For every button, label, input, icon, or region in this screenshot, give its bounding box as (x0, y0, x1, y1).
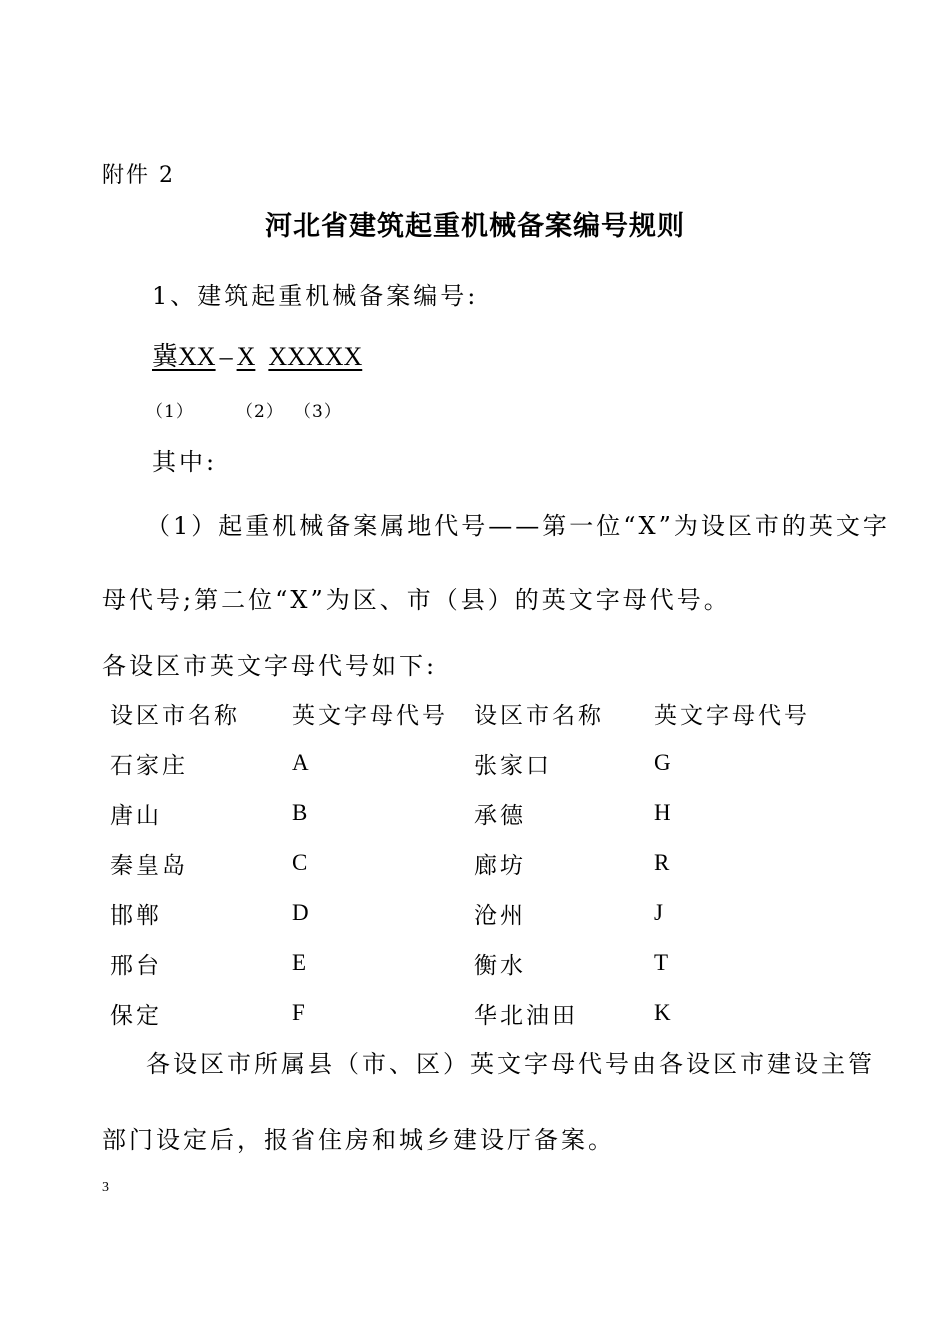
page-title: 河北省建筑起重机械备案编号规则 (265, 211, 685, 242)
city-name: 石家庄 (110, 752, 188, 779)
city-code: D (292, 900, 309, 925)
city-name: 沧州 (474, 902, 526, 929)
table-row (100, 938, 854, 988)
city-name: 廊坊 (474, 852, 526, 879)
code-part3: XXXXX (268, 342, 363, 371)
header-cell: 英文字母代号 (292, 702, 448, 729)
paragraph-2-line-2: 部门设定后，报省住房和城乡建设厅备案。 (102, 1126, 615, 1154)
city-code: R (654, 850, 670, 875)
city-code: K (654, 1000, 671, 1025)
code-marker-3: （3） (294, 402, 342, 422)
section-heading: 1、建筑起重机械备案编号: (152, 282, 479, 310)
code-prefix: 冀 (152, 342, 179, 371)
where-label: 其中: (152, 448, 218, 476)
city-code: T (654, 950, 669, 975)
city-name: 邯郸 (110, 902, 162, 929)
table-row (100, 788, 854, 838)
paragraph-2-line-1: 各设区市所属县（市、区）英文字母代号由各设区市建设主管 (146, 1050, 875, 1078)
city-code: J (654, 900, 663, 925)
city-name: 邢台 (110, 952, 162, 979)
city-code-table (100, 688, 854, 1038)
city-code: G (654, 750, 671, 775)
city-name: 张家口 (474, 752, 552, 779)
table-row (100, 738, 854, 788)
table-header-row (100, 688, 854, 738)
city-code: H (654, 800, 671, 825)
header-cell: 设区市名称 (474, 702, 604, 729)
list-intro: 各设区市英文字母代号如下: (102, 652, 438, 680)
header-cell: 设区市名称 (110, 702, 240, 729)
paragraph-1-line-2: 母代号;第二位“X”为区、市（县）的英文字母代号。 (102, 586, 731, 614)
city-code: C (292, 850, 308, 875)
header-cell: 英文字母代号 (654, 702, 810, 729)
code-part1: XX (178, 342, 216, 371)
city-name: 保定 (110, 1002, 162, 1029)
page-number: 3 (102, 1180, 109, 1195)
city-name: 承德 (474, 802, 526, 829)
code-marker-2: （2） (236, 402, 284, 422)
city-name: 唐山 (110, 802, 162, 829)
code-format (152, 336, 362, 373)
paragraph-1-line-1: （1）起重机械备案属地代号——第一位“X”为设区市的英文字 (146, 512, 890, 540)
table-row (100, 838, 854, 888)
code-part2: X (236, 342, 256, 371)
table-row (100, 888, 854, 938)
code-dash: – (219, 342, 233, 371)
city-name: 秦皇岛 (110, 852, 188, 879)
city-code: B (292, 800, 308, 825)
attachment-label: 附件 2 (102, 163, 175, 188)
city-code: A (292, 750, 309, 775)
city-code: F (292, 1000, 305, 1025)
city-code: E (292, 950, 307, 975)
city-name: 华北油田 (474, 1002, 578, 1029)
table-row (100, 988, 854, 1038)
code-marker-1: （1） (146, 402, 194, 422)
city-name: 衡水 (474, 952, 526, 979)
